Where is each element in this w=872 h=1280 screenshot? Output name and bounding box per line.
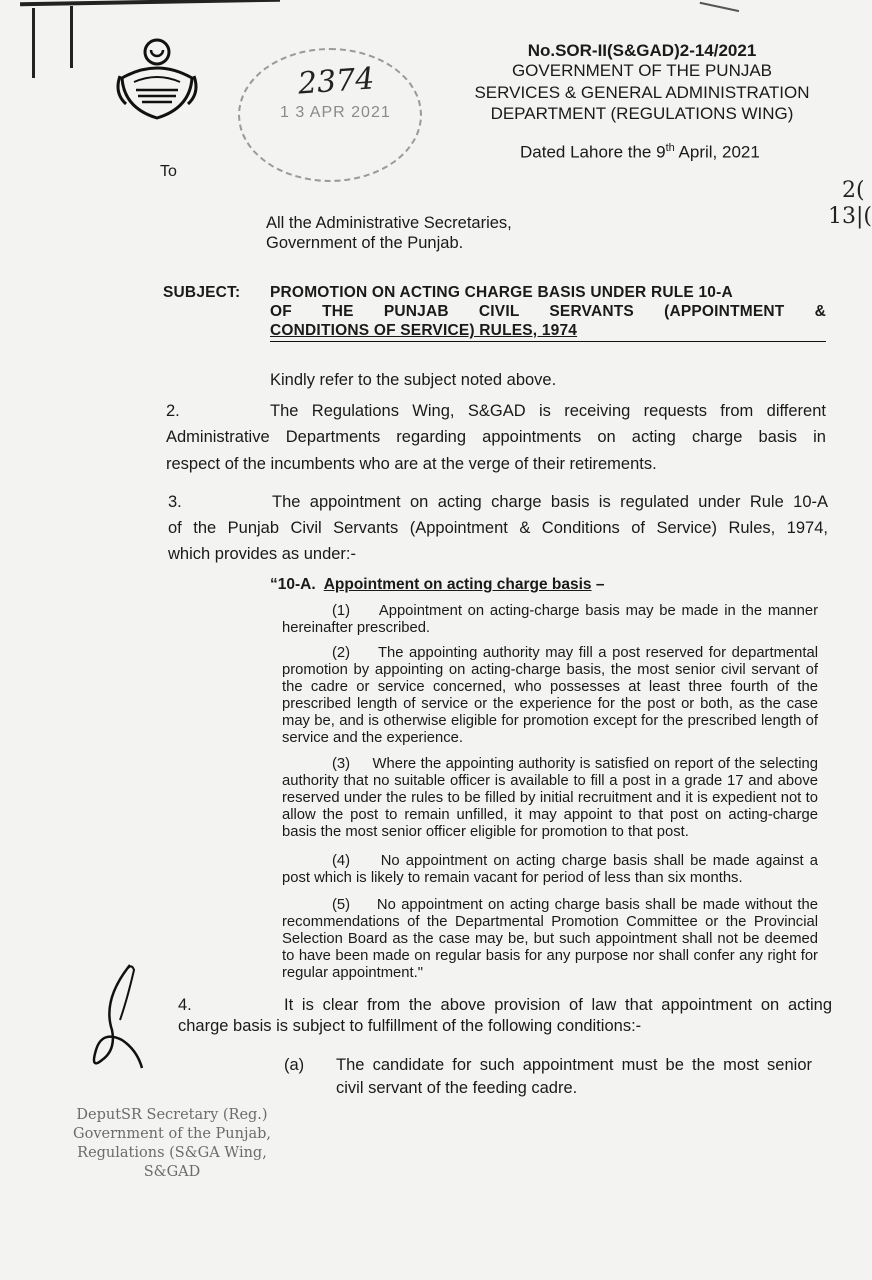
signature-stamp-line-3: Regulations (S&GA Wing,	[77, 1145, 267, 1161]
paragraph-4-line-1: It is clear from the above provision of law that appointment on acting	[284, 996, 832, 1014]
dated-suffix: April, 2021	[674, 142, 760, 162]
paragraph-3-line-1: The appointment on acting charge basis is regulated under Rule 10-A	[272, 493, 828, 511]
clause-4-text: No appointment on acting charge basis shall be made against a post which is likely to remain vacant for period of less than six months.	[282, 853, 818, 886]
margin-note-1: 2(	[842, 178, 865, 203]
paragraph-2-line-1: The Regulations Wing, S&GAD is receiving requests from different	[270, 402, 826, 420]
paragraph-3-line-2: of the Punjab Civil Servants (Appointment & Conditions of Service) Rules, 1974,	[168, 519, 828, 537]
top-edge-mark	[20, 0, 280, 6]
rule-clause-4	[282, 853, 818, 887]
subject-line-2: OF THE PUNJAB CIVIL SERVANTS (APPOINTMENT &	[270, 303, 826, 320]
paragraph-4-number: 4.	[178, 996, 192, 1014]
clause-4-number: (4)	[332, 853, 351, 869]
subject-line-1: PROMOTION ON ACTING CHARGE BASIS UNDER RULE 10-A	[270, 284, 733, 301]
signature-stamp-line-4: S&GAD	[143, 1164, 201, 1180]
margin-stroke-1	[32, 8, 35, 78]
paragraph-1: Kindly refer to the subject noted above.	[270, 371, 557, 389]
paragraph-2-line-3: respect of the incumbents who are at the verge of their retirements.	[166, 455, 657, 473]
clause-3-text: Where the appointing authority is satisfied on report of the selecting authority that no suitable officer is available to fill a post in a grade 17 and above reserved under the rules to be filled by initial recruitment and it is expedient not to allow the post to remain unfilled, it may appoint to that post on acting-charge basis the most senior officer eligible for promotion to that post.	[282, 756, 818, 840]
signature-stamp-line-2: Government of the Punjab,	[73, 1126, 271, 1142]
clause-1-number: (1)	[332, 603, 351, 619]
stamp-date: 1 3 APR 2021	[280, 104, 391, 121]
stamp-number: 2374	[296, 61, 376, 102]
subject-underline	[270, 341, 826, 342]
rule-clause-5	[282, 897, 818, 982]
paragraph-2-line-2: Administrative Departments regarding appointments on acting charge basis in	[166, 428, 826, 446]
header-line-3: DEPARTMENT (REGULATIONS WING)	[490, 104, 794, 123]
signature-stamp	[62, 1106, 282, 1182]
clause-5-number: (5)	[332, 897, 351, 913]
condition-a-line-1: The candidate for such appointment must be the most senior	[336, 1056, 812, 1074]
signature-stamp-line-1: DeputSR Secretary (Reg.)	[76, 1107, 268, 1123]
rule-heading-number: “10-A.	[270, 576, 316, 593]
recipient-line-1: All the Administrative Secretaries,	[266, 214, 512, 232]
rule-heading	[270, 576, 604, 594]
reference-number: No.SOR-II(S&GAD)2-14/2021	[527, 41, 757, 60]
to-label: To	[160, 163, 177, 180]
paragraph-2-number: 2.	[166, 402, 180, 420]
subject-label: SUBJECT:	[163, 284, 241, 301]
margin-note-2: 13|(	[828, 204, 872, 229]
clause-5-text: No appointment on acting charge basis shall be made without the recommendations of the Departmental Promotion Committee or the Provincial Selection Board as the case may be, but such appointment shall not be deemed to have been made on regular basis for any purpose nor shall confer any right for regular appointment."	[282, 897, 818, 981]
rule-clause-3	[282, 756, 818, 841]
subject-line-3: CONDITIONS OF SERVICE) RULES, 1974	[270, 322, 578, 339]
paragraph-3-line-3: which provides as under:-	[168, 545, 357, 563]
header-line-2: SERVICES & GENERAL ADMINISTRATION	[474, 83, 810, 102]
paragraph-3-number: 3.	[168, 493, 182, 511]
header-line-1: GOVERNMENT OF THE PUNJAB	[511, 61, 773, 80]
punjab-govt-logo	[112, 38, 202, 122]
dated-line	[520, 142, 760, 163]
clause-2-text: The appointing authority may fill a post reserved for departmental promotion by appointing on acting-charge basis, the most senior civil servant of the cadre or service concerned, who possesses at least three fourth of the prescribed length of service or the experience for the post or both, as the case may be, and is otherwise eligible for promotion except for the prescribed length of service and the experience.	[282, 645, 818, 746]
clause-1-text: Appointment on acting-charge basis may be made in the manner hereinafter prescribed.	[282, 603, 818, 636]
clause-3-number: (3)	[332, 756, 351, 772]
rule-heading-title: Appointment on acting charge basis	[323, 576, 592, 593]
rule-clause-1	[282, 603, 818, 637]
margin-stroke-2	[70, 6, 73, 68]
rule-clause-2	[282, 645, 818, 747]
top-right-edge-mark	[700, 0, 741, 12]
handwritten-signature	[82, 960, 152, 1080]
recipient-line-2: Government of the Punjab.	[266, 234, 464, 252]
condition-a-number: (a)	[284, 1056, 305, 1074]
paragraph-4-line-2: charge basis is subject to fulfillment of the following conditions:-	[178, 1017, 642, 1035]
condition-a-line-2: civil servant of the feeding cadre.	[336, 1079, 578, 1097]
rule-heading-dash: –	[591, 576, 605, 593]
clause-2-number: (2)	[332, 645, 351, 661]
dated-prefix: Dated Lahore the 9	[520, 142, 666, 162]
dated-sup: th	[665, 142, 675, 154]
